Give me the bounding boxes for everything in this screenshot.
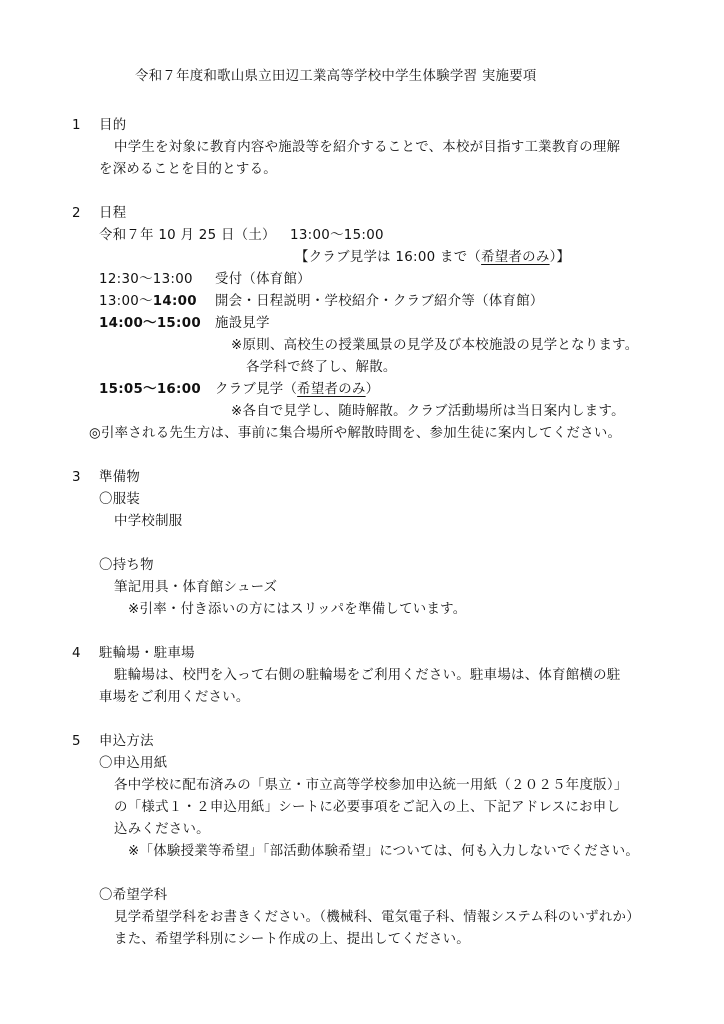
event-time: 13:00～15:00 xyxy=(290,228,384,243)
club-tour-note xyxy=(295,249,570,267)
parking-body-line-2: 車場をご利用ください。 xyxy=(99,690,250,705)
clothing-heading: 〇服装 xyxy=(99,492,141,507)
teacher-note: ◎引率される先生方は、事前に集合場所や解散時間を、参加生徒に案内してください。 xyxy=(89,426,622,441)
section-3-heading: 準備物 xyxy=(99,470,141,485)
section-2-number: 2 xyxy=(72,206,81,221)
schedule-desc-4-pre: クラブ見学（ xyxy=(215,382,298,397)
section-1-heading: 目的 xyxy=(99,118,127,133)
facility-note-line-2: 各学科で終了し、解散。 xyxy=(246,360,397,375)
club-tour-note-pre: 【クラブ見学は 16:00 まで（ xyxy=(295,250,482,265)
schedule-time-2-end: 14:00 xyxy=(152,294,197,309)
event-date: 令和７年 10 月 25 日（土） xyxy=(99,228,276,243)
section-2-heading: 日程 xyxy=(99,206,127,221)
application-form-heading: 〇申込用紙 xyxy=(99,756,168,771)
facility-note-line-1: ※原則、高校生の授業風景の見学及び本校施設の見学となります。 xyxy=(231,338,639,353)
schedule-time-1: 12:30～13:00 xyxy=(99,272,193,287)
department-heading: 〇希望学科 xyxy=(99,888,168,903)
department-line-1: 見学希望学科をお書きください。（機械科、電気電子科、情報システム科のいずれか） xyxy=(114,910,640,925)
section-5-number: 5 xyxy=(72,734,81,749)
schedule-desc-2: 開会・日程説明・学校紹介・クラブ紹介等（体育館） xyxy=(215,294,544,309)
club-note: ※各自で見学し、随時解散。クラブ活動場所は当日案内します。 xyxy=(231,404,625,419)
schedule-desc-4 xyxy=(215,381,379,399)
application-form-line-3: 込みください。 xyxy=(114,822,210,837)
schedule-desc-4-post: ） xyxy=(365,382,380,397)
section-3-number: 3 xyxy=(72,470,81,485)
application-form-line-2: の「様式１・２申込用紙」シートに必要事項をご記入の上、下記アドレスにお申し xyxy=(114,800,621,815)
schedule-time-3: 14:00～15:00 xyxy=(99,316,201,331)
schedule-desc-1: 受付（体育館） xyxy=(215,272,311,287)
schedule-time-2 xyxy=(99,293,197,311)
section-1-body-line-2: を深めることを目的とする。 xyxy=(99,162,277,177)
schedule-time-4: 15:05～16:00 xyxy=(99,382,201,397)
belongings-heading: 〇持ち物 xyxy=(99,558,154,573)
parking-body-line-1: 駐輪場は、校門を入って右側の駐輪場をご利用ください。駐車場は、体育館横の駐 xyxy=(114,668,621,683)
club-tour-note-post: ）】 xyxy=(549,250,571,265)
schedule-desc-4-underlined: 希望者のみ xyxy=(297,382,366,397)
section-4-number: 4 xyxy=(72,646,81,661)
section-4-heading: 駐輪場・駐車場 xyxy=(99,646,195,661)
schedule-desc-3: 施設見学 xyxy=(215,316,270,331)
slippers-note: ※引率・付き添いの方にはスリッパを準備しています。 xyxy=(128,602,467,617)
club-tour-note-underlined: 希望者のみ xyxy=(481,250,550,265)
section-5-heading: 申込方法 xyxy=(99,734,154,749)
page-title: 令和７年度和歌山県立田辺工業高等学校中学生体験学習 実施要項 xyxy=(135,69,537,84)
application-form-line-1: 各中学校に配布済みの「県立・市立高等学校参加申込統一用紙（２０２５年度版）」 xyxy=(114,778,628,793)
department-line-2: また、希望学科別にシート作成の上、提出してください。 xyxy=(114,932,470,947)
section-1-body-line-1: 中学生を対象に教育内容や施設等を紹介することで、本校が目指す工業教育の理解 xyxy=(114,140,621,155)
schedule-time-2-start: 13:00～ xyxy=(99,294,153,309)
section-1-number: 1 xyxy=(72,118,81,133)
clothing-body: 中学校制服 xyxy=(114,514,183,529)
application-form-note: ※「体験授業等希望」「部活動体験希望」については、何も入力しないでください。 xyxy=(128,844,640,859)
belongings-body: 筆記用具・体育館シューズ xyxy=(114,580,278,595)
